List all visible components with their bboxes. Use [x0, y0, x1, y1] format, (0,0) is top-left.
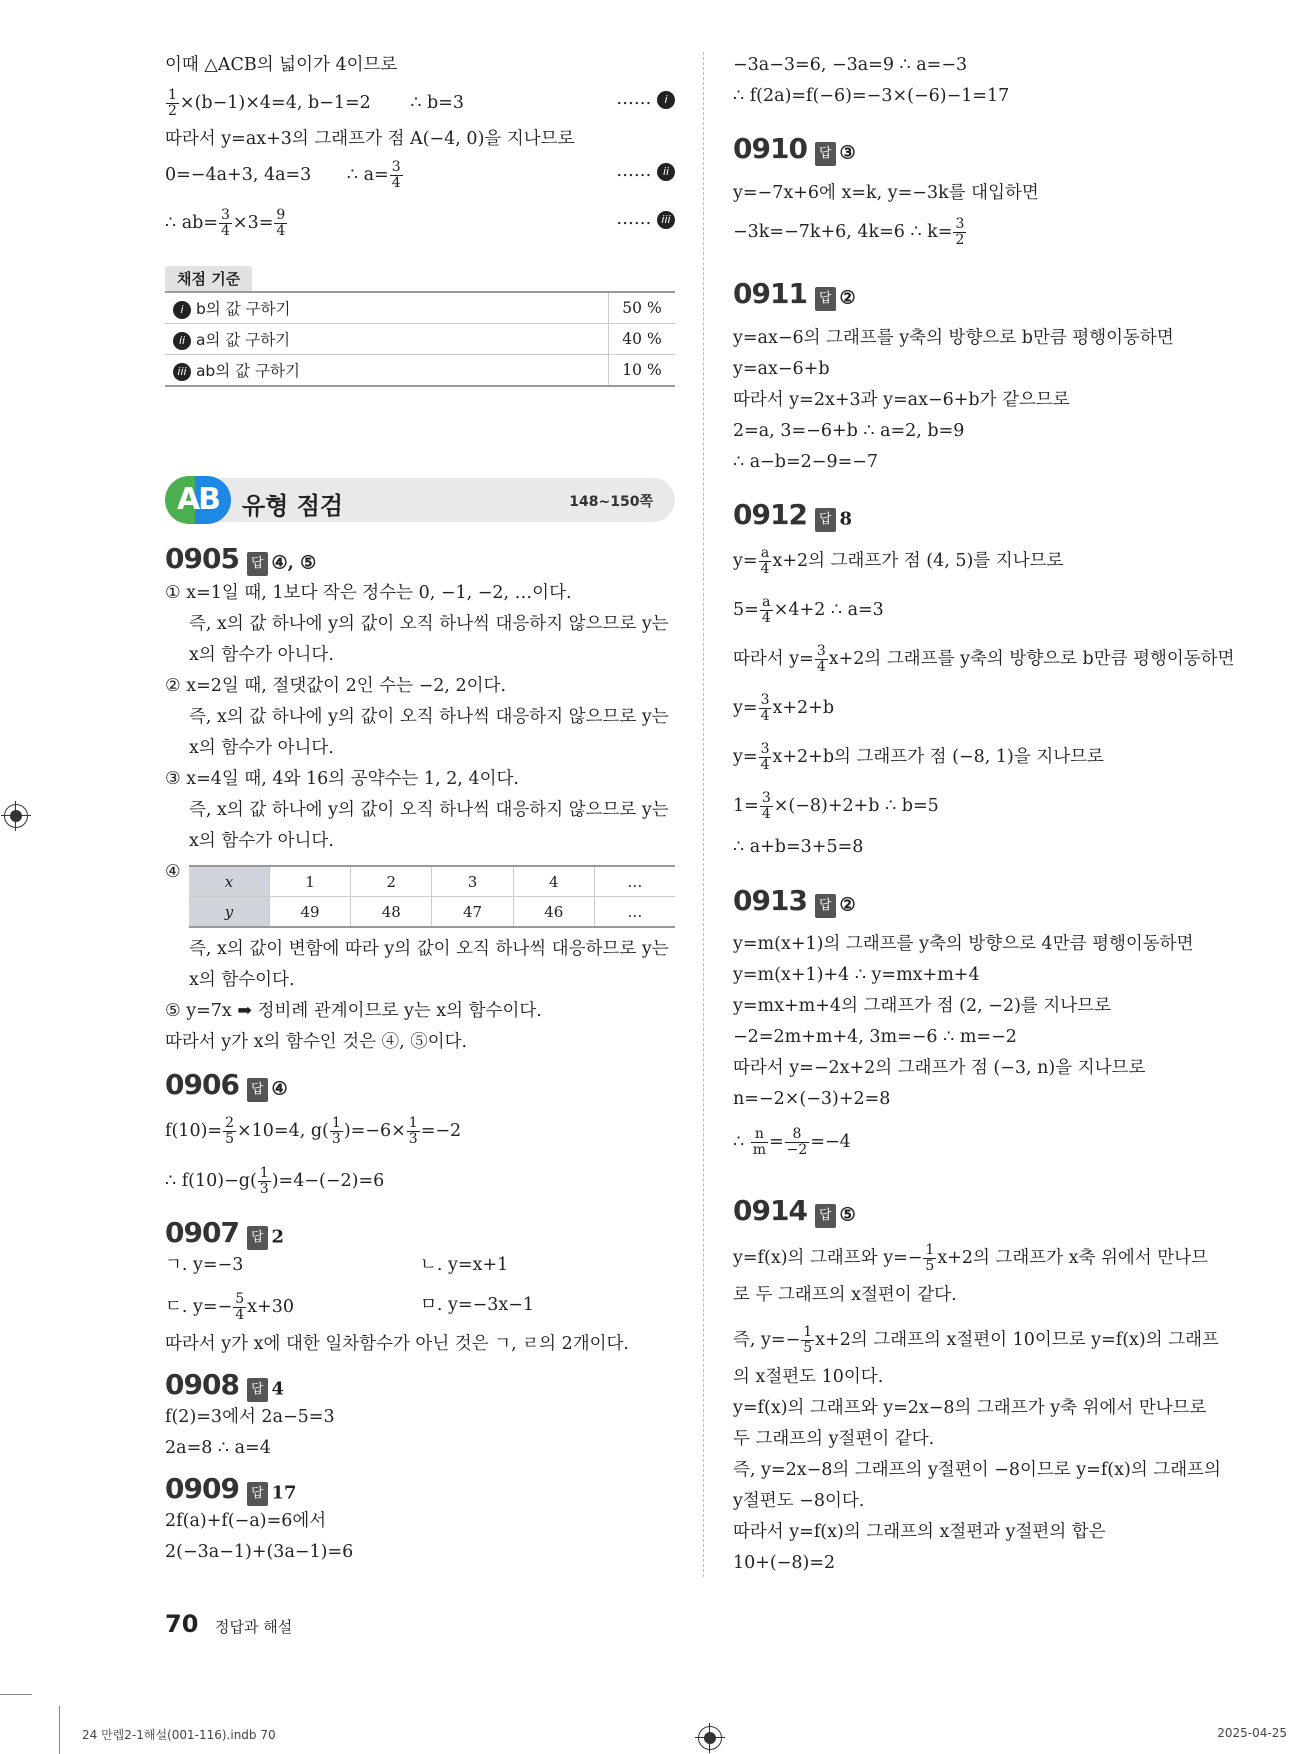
text-line: 2f(a)+f(−a)=6에서: [165, 1511, 327, 1531]
fraction: $\frac{3}{4}$: [760, 692, 770, 724]
registration-mark-icon: [698, 1726, 722, 1750]
answer-icon: 답: [247, 1226, 268, 1250]
mark-iii-icon: iii: [173, 363, 191, 381]
answer-icon: 답: [247, 1078, 268, 1102]
problem-header: 0912 답 8: [733, 498, 853, 531]
problem-header: 0905 답 ④, ⑤: [165, 542, 317, 575]
print-date: 2025-04-25: [1217, 1726, 1287, 1740]
text-line: x의 함수가 아니다.: [189, 738, 334, 758]
text-line: y=f(x)의 그래프와 y=2x−8의 그래프가 y축 위에서 만나므로: [733, 1398, 1207, 1418]
fraction: $\frac{1}{2}$: [168, 87, 177, 119]
registration-mark-icon: [4, 804, 28, 828]
text-line: ∴ a+b=3+5=8: [733, 837, 864, 857]
answer-icon: 답: [247, 552, 268, 576]
equation-line: y= $\frac{3}{4}$ x+2+b의 그래프가 점 (−8, 1)을 지나므로: [733, 741, 1104, 773]
table-row: i b의 값 구하기 50 %: [165, 292, 675, 324]
problem-number: 0912: [733, 498, 807, 531]
footer-label: 정답과 해설: [215, 1618, 293, 1636]
text-line: ② x=2일 때, 절댓값이 2인 수는 −2, 2이다.: [165, 676, 507, 696]
fraction: $\frac{3}{4}$: [221, 207, 230, 239]
text-line: x의 함수가 아니다.: [189, 645, 334, 665]
text-line: f(2)=3에서 2a−5=3: [165, 1407, 335, 1427]
text-line: 즉, y=2x−8의 그래프의 y절편이 −8이므로 y=f(x)의 그래프의: [733, 1460, 1221, 1480]
text-line: 2=a, 3=−6+b ∴ a=2, b=9: [733, 421, 965, 441]
equation-line: ㄷ. y=− $\frac{5}{4}$ x+30: [165, 1291, 294, 1323]
text-line: 즉, x의 값 하나에 y의 값이 오직 하나씩 대응하지 않으므로 y는: [189, 614, 669, 634]
equation-line: 즉, y=− $\frac{1}{5}$ x+2의 그래프의 x절편이 10이므로 y=f(x)의 그래프: [733, 1324, 1219, 1356]
page-number: 70: [165, 1610, 199, 1638]
fraction: $\frac{1}{3}$: [331, 1115, 341, 1147]
text-line: y=ax−6의 그래프를 y축의 방향으로 b만큼 평행이동하면: [733, 328, 1174, 348]
fraction: $\frac{2}{5}$: [225, 1115, 234, 1147]
text-line: −3a−3=6, −3a=9 ∴ a=−3: [733, 55, 968, 75]
text-line: 2(−3a−1)+(3a−1)=6: [165, 1542, 354, 1562]
text-line: y=m(x+1)+4 ∴ y=mx+m+4: [733, 965, 980, 985]
text-line: 로 두 그래프의 x절편이 같다.: [733, 1285, 957, 1305]
table-row: x 1 2 3 4 …: [189, 866, 675, 897]
problem-header: 0909 답 17: [165, 1472, 297, 1505]
mark-i-icon: i: [657, 91, 675, 109]
mark-ii-icon: ii: [173, 332, 191, 350]
crop-mark: [59, 1706, 60, 1754]
mark-ii-icon: ii: [657, 163, 675, 181]
text-line: 즉, x의 값이 변함에 따라 y의 값이 오직 하나씩 대응하므로 y는: [189, 939, 669, 959]
text-line: 이때 △ACB의 넓이가 4이므로: [165, 55, 398, 75]
text-line: y=ax−6+b: [733, 359, 830, 379]
text-line: ∴ a−b=2−9=−7: [733, 452, 879, 472]
text-line: 따라서 y=2x+3과 y=ax−6+b가 같으므로: [733, 390, 1070, 410]
equation-line: y= $\frac{3}{4}$ x+2+b: [733, 692, 835, 724]
fraction: $\frac{1}{3}$: [408, 1115, 418, 1147]
answer-icon: 답: [247, 1378, 268, 1402]
equation-line: 0=−4a+3, 4a=3 ∴ a= $\frac{3}{4}$ …… ii: [165, 160, 675, 191]
text-line: 따라서 y가 x의 함수인 것은 ④, ⑤이다.: [165, 1032, 468, 1052]
equation-line: ∴ ab= $\frac{3}{4}$ ×3= $\frac{9}{4}$ …… iii: [165, 208, 675, 239]
text-line: ④: [165, 862, 181, 882]
fraction: $\frac{1}{5}$: [803, 1324, 813, 1356]
page-range: 148~150쪽: [569, 494, 653, 510]
marker: …… ii: [616, 160, 675, 182]
fraction: $\frac{3}{4}$: [760, 741, 770, 773]
problem-header: 0906 답 ④: [165, 1068, 288, 1101]
equation-line: $\frac{1}{2}$ ×(b−1)×4=4, b−1=2 ∴ b=3 …… i: [165, 88, 675, 119]
fraction: $\frac{5}{4}$: [235, 1291, 245, 1323]
answer-icon: 답: [247, 1482, 268, 1506]
text-line: 10+(−8)=2: [733, 1553, 836, 1573]
text-line: 즉, x의 값 하나에 y의 값이 오직 하나씩 대응하지 않으므로 y는: [189, 707, 669, 727]
fraction: $\frac{3}{4}$: [761, 790, 771, 822]
problem-number: 0908: [165, 1368, 239, 1401]
answer-icon: 답: [815, 508, 836, 532]
grading-criteria: [165, 266, 675, 387]
text-line: ① x=1일 때, 1보다 작은 정수는 0, −1, −2, …이다.: [165, 583, 572, 603]
fraction: $\frac{3}{2}$: [955, 216, 965, 248]
text-line: y=−7x+6에 x=k, y=−3k를 대입하면: [733, 183, 1039, 203]
problem-number: 0910: [733, 132, 807, 165]
text-line: y=m(x+1)의 그래프를 y축의 방향으로 4만큼 평행이동하면: [733, 934, 1194, 954]
answer-icon: 답: [815, 142, 836, 166]
fraction: $\frac{1}{3}$: [259, 1165, 269, 1197]
text-line: x의 함수이다.: [189, 970, 295, 990]
text-line: ㅁ. y=−3x−1: [420, 1295, 535, 1315]
ab-logo-icon: AB: [165, 476, 231, 524]
equation-line: ∴ f(10)−g( $\frac{1}{3}$ )=4−(−2)=6: [165, 1165, 385, 1197]
table-row: iii ab의 값 구하기 10 %: [165, 355, 675, 387]
text-line: 따라서 y=f(x)의 그래프의 x절편과 y절편의 합은: [733, 1522, 1106, 1542]
fraction: $\frac{a}{4}$: [761, 594, 771, 626]
text-line: 따라서 y=ax+3의 그래프가 점 A(−4, 0)을 지나므로: [165, 129, 575, 149]
problem-number: 0913: [733, 884, 807, 917]
equation-line: 따라서 y= $\frac{3}{4}$ x+2의 그래프를 y축의 방향으로 b만큼 평행이동하면: [733, 643, 1235, 675]
fraction: $\frac{n}{m}$: [752, 1126, 766, 1158]
fraction: $\frac{8}{-2}$: [786, 1126, 808, 1158]
text-line: ③ x=4일 때, 4와 16의 공약수는 1, 2, 4이다.: [165, 769, 519, 789]
text-line: 따라서 y가 x에 대한 일차함수가 아닌 것은 ㄱ, ㄹ의 2개이다.: [165, 1334, 629, 1354]
mark-i-icon: i: [173, 301, 191, 319]
problem-number: 0907: [165, 1216, 239, 1249]
problem-header: 0908 답 4: [165, 1368, 285, 1401]
text-line: 즉, x의 값 하나에 y의 값이 오직 하나씩 대응하지 않으므로 y는: [189, 800, 669, 820]
grading-table: [165, 291, 675, 387]
equation-line: ∴ $\frac{n}{m}$ = $\frac{8}{-2}$ =−4: [733, 1126, 851, 1158]
equation-line: f(10)= $\frac{2}{5}$ ×10=4, g( $\frac{1}{3}$ )=−6× $\frac{1}{3}$ =−2: [165, 1115, 462, 1147]
problem-header: 0910 답 ③: [733, 132, 856, 165]
print-slug: 24 만렙2-1해설(001-116).indb 70: [82, 1728, 276, 1742]
table-row: ii a의 값 구하기 40 %: [165, 324, 675, 355]
equation-line: 1= $\frac{3}{4}$ ×(−8)+2+b ∴ b=5: [733, 790, 939, 822]
fraction: $\frac{3}{4}$: [816, 643, 826, 675]
problem-number: 0911: [733, 277, 807, 310]
text-line: x의 함수가 아니다.: [189, 831, 334, 851]
grading-title: 채점 기준: [165, 266, 252, 291]
marker: …… iii: [616, 208, 675, 230]
answer-icon: 답: [815, 287, 836, 311]
problem-header: 0914 답 ⑤: [733, 1194, 856, 1227]
problem-number: 0906: [165, 1068, 239, 1101]
problem-number: 0914: [733, 1194, 807, 1227]
column-divider: [703, 52, 704, 1577]
crop-mark: [0, 1694, 32, 1695]
equation-line: −3k=−7k+6, 4k=6 ∴ k= $\frac{3}{2}$: [733, 216, 965, 248]
problem-header: 0907 답 2: [165, 1216, 285, 1249]
problem-header: 0913 답 ②: [733, 884, 856, 917]
text-line: y=mx+m+4의 그래프가 점 (2, −2)를 지나므로: [733, 996, 1111, 1016]
equation-line: y= $\frac{a}{4}$ x+2의 그래프가 점 (4, 5)를 지나므로: [733, 545, 1064, 577]
fraction: $\frac{9}{4}$: [276, 207, 286, 239]
text-line: 의 x절편도 10이다.: [733, 1367, 884, 1387]
equation-line: y=f(x)의 그래프와 y=− $\frac{1}{5}$ x+2의 그래프가 x축 위에서 만나므: [733, 1242, 1208, 1274]
problem-number: 0909: [165, 1472, 239, 1505]
text-line: −2=2m+m+4, 3m=−6 ∴ m=−2: [733, 1027, 1017, 1047]
text-line: 두 그래프의 y절편이 같다.: [733, 1429, 935, 1449]
section-title: 유형 점검: [242, 492, 344, 520]
answer-icon: 답: [815, 894, 836, 918]
text-line: 2a=8 ∴ a=4: [165, 1438, 271, 1458]
mark-iii-icon: iii: [657, 211, 675, 229]
text-line: y절편도 −8이다.: [733, 1491, 865, 1511]
fraction: $\frac{3}{4}$: [391, 159, 401, 191]
problem-header: 0911 답 ②: [733, 277, 856, 310]
problem-number: 0905: [165, 542, 239, 575]
text-line: ∴ f(2a)=f(−6)=−3×(−6)−1=17: [733, 86, 1010, 106]
fraction: $\frac{a}{4}$: [760, 545, 770, 577]
marker: …… i: [616, 88, 675, 110]
text-line: ㄴ. y=x+1: [420, 1255, 509, 1275]
answer-icon: 답: [815, 1204, 836, 1228]
text-line: 따라서 y=−2x+2의 그래프가 점 (−3, n)을 지나므로: [733, 1058, 1146, 1078]
section-banner: [165, 478, 675, 522]
function-table: [189, 865, 675, 928]
equation-line: 5= $\frac{a}{4}$ ×4+2 ∴ a=3: [733, 594, 884, 626]
text-line: n=−2×(−3)+2=8: [733, 1089, 891, 1109]
text-line: ㄱ. y=−3: [165, 1255, 244, 1275]
fraction: $\frac{1}{5}$: [925, 1242, 935, 1274]
text-line: ⑤ y=7x ➡ 정비례 관계이므로 y는 x의 함수이다.: [165, 1001, 542, 1021]
table-row: y 49 48 47 46 …: [189, 897, 675, 928]
